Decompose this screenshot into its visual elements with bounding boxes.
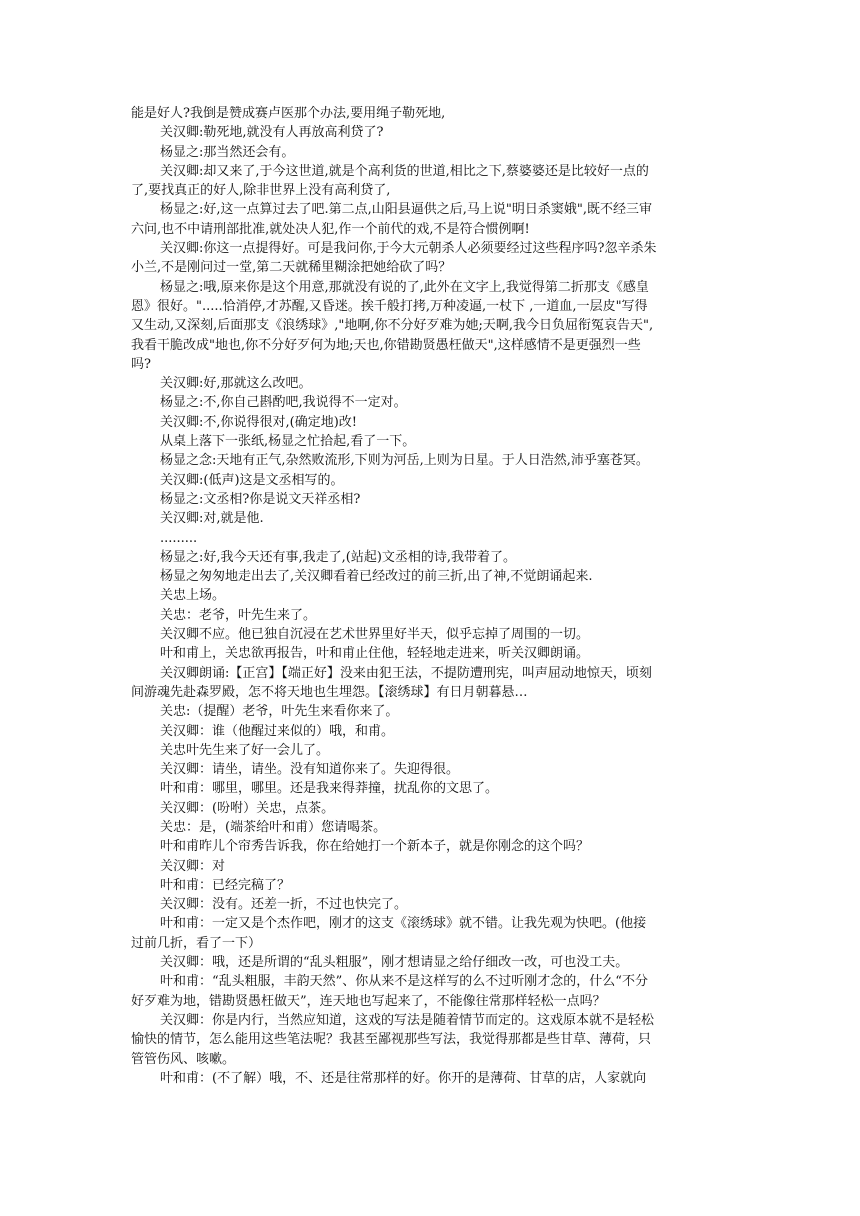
text-line: 关汉卿：谁（他醒过来似的）哦，和甫。 (160, 723, 395, 739)
text-line: 杨显之:好,我今天还有事,我走了,(站起)文丞相的诗,我带着了。 (160, 549, 517, 565)
text-line: 关汉卿:(低声)这是文丞相写的。 (160, 472, 344, 488)
text-line: 能是好人?我倒是赞成赛卢医那个办法,要用绳子勒死地, (131, 106, 446, 121)
text-line: 我看干脆改成"地也,你不分好歹何为地;天也,你错勘贤愚枉做天",这样感情不是更强烈一些 (131, 337, 641, 353)
text-line: 关汉卿：请坐，请坐。没有知道你来了。失迎得很。 (160, 762, 460, 778)
text-line: 了,要找真正的好人,除非世界上没有高利贷了, (131, 183, 391, 199)
text-line: 关汉卿:勒死地,就没有人再放高利贷了? (160, 125, 384, 141)
text-line: 杨显之:那当然还会有。 (160, 144, 295, 160)
text-line: 关汉卿:却又来了,于今这世道,就是个高利货的世道,相比之下,蔡婆婆还是比较好一点的 (160, 163, 649, 179)
text-line: 关汉卿:好,那就这么改吧。 (160, 376, 312, 392)
text-line: 杨显之:哦,原来你是这个用意,那就没有说的了,此外在文字上,我觉得第二折那支《感皇 (160, 279, 649, 295)
text-line: 关汉卿:不,你说得很对,(确定地)改! (160, 414, 358, 430)
text-line: 杨显之匆匆地走出去了,关汉卿看着已经改过的前三折,出了神,不觉朗诵起来. (160, 569, 593, 585)
text-line: 关忠叶先生来了好一会儿了。 (160, 742, 330, 758)
text-line: 关汉卿：对 (160, 858, 226, 874)
text-line: 叶和甫上，关忠欲再报告，叶和甫止住他，轻轻地走进来，听关汉卿朗诵。 (160, 646, 590, 662)
text-line: 关忠：老爷，叶先生来了。 (160, 607, 317, 623)
text-line: 关汉卿:对,就是他. (160, 511, 264, 527)
text-line: 叶和甫昨儿个帘秀告诉我，你在给她打一个新本子，就是你刚念的这个吗？ (160, 839, 590, 855)
text-line: 关忠：是，(端茶给叶和甫）您请喝茶。 (160, 819, 387, 835)
document-body (131, 104, 731, 1088)
text-line: 杨显之:不,你自己斟酌吧,我说得不一定对。 (160, 395, 407, 411)
text-line: 关汉卿:你这一点提得好。可是我问你,于今大元朝杀人必须要经过这些程序吗?忽辛杀朱 (160, 241, 657, 257)
text-line: 小兰,不是刚问过一堂,第二天就稀里糊涂把她给砍了吗？ (131, 260, 452, 276)
text-line: 关忠上场。 (160, 588, 226, 604)
text-line: 杨显之:文丞相?你是说文天祥丞相? (160, 491, 361, 507)
text-line: 关汉卿朗诵:【正宫】【端正好】没来由犯王法，不提防遭刑宪，叫声屈动地惊天，顷刻 (160, 665, 652, 681)
text-line: 吗? (131, 356, 151, 372)
text-line: 叶和甫：“乱头粗服，丰韵天然”、你从来不是这样写的么不过听刚才念的，什么“不分 (160, 974, 648, 990)
text-line: 好歹难为地，错勘贤愚枉做天”，连天地也写起来了，不能像往常那样轻松一点吗？ (131, 993, 606, 1009)
text-line: 叶和甫：已经完稿了？ (160, 877, 291, 893)
text-line: 关汉卿：哦，还是所谓的“乱头粗服”，刚才想请显之给仔细改一改，可也没工夫。 (160, 955, 629, 971)
text-line: 杨显之念:天地有正气,杂然败流形,下则为河岳,上则为日星。于人日浩然,沛乎塞苍冥。 (160, 453, 649, 469)
text-line: 关汉卿：你是内行，当然应知道，这戏的写法是随着情节而定的。这戏原本就不是轻松 (160, 1012, 655, 1028)
text-line: 恩》很好。".....恰消停,才苏醒,又昏迷。挨千般打拷,万种凌逼,一杖下 ,一道血,一层皮"写得 (131, 298, 648, 314)
text-line: 愉快的情节，怎么能用这些笔法呢？我甚至鄙视那些写法，我觉得那都是些甘草、薄荷，只 (131, 1032, 652, 1048)
text-line: 关汉卿：(吩咐）关忠，点茶。 (160, 800, 335, 816)
text-line: 叶和甫：哪里，哪里。还是我来得莽撞，扰乱你的文思了。 (160, 781, 499, 797)
text-line: 叶和甫：(不了解）哦，不、还是往常那样的好。你开的是薄荷、甘草的店，人家就向 (160, 1070, 647, 1086)
text-line: 关汉卿不应。他已独自沉浸在艺术世界里好半天，似乎忘掉了周围的一切。 (160, 627, 590, 643)
text-line: 从桌上落下一张纸,杨显之忙拾起,看了一下。 (160, 434, 416, 450)
text-line: 又生动,又深刻,后面那支《浪绣球》,"地啊,你不分好歹难为她;天啊,我今日负屈衔冤哀告天", (131, 318, 654, 334)
text-line: 杨显之:好,这一点算过去了吧.第二点,山阳县逼供之后,马上说"明日杀窦娥",既不经三审 (160, 202, 653, 218)
text-line: 关汉卿：没有。还差一折，不过也快完了。 (160, 897, 408, 913)
text-line: 叶和甫：一定又是个杰作吧，刚才的这支《滚绣球》就不错。让我先观为快吧。(他接 (160, 916, 647, 932)
text-line: 过前几折，看了一下） (131, 935, 262, 951)
text-line: 六问,也不中请刑部批准,就处决人犯,作一个前代的戏,不是符合惯例啊! (131, 221, 530, 237)
text-line: ......... (160, 530, 198, 546)
text-line: 关忠:（提醒）老爷，叶先生来看你来了。 (160, 704, 399, 720)
text-line: 管管伤风、咳嗽。 (131, 1051, 236, 1067)
text-line: 间游魂先赴森罗殿，怎不将天地也生埋怨。【滚绣球】有日月朝暮悬… (131, 684, 528, 700)
